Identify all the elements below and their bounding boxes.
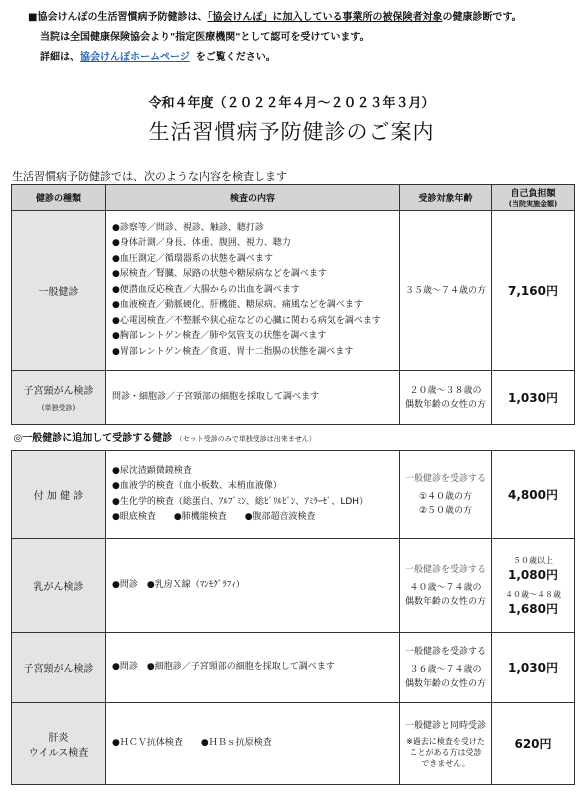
list-item: ●心電図検査／不整脈や狭心症などの心臓に関わる病気を調べます bbox=[112, 315, 381, 326]
fuka-age: 一般健診を受診する ①４０歳の方 ②５０歳の方 bbox=[400, 451, 492, 539]
list-item: ●尿沈渣顕微鏡検査 bbox=[112, 465, 192, 476]
notice-line-3: 詳細は、協会けんぽホームページ をご覧ください。 bbox=[40, 52, 276, 63]
nyugan-name: 乳がん検診 bbox=[12, 539, 106, 633]
table-row-shikyu-add bbox=[12, 633, 575, 703]
fuka-items bbox=[106, 451, 400, 539]
additional-checkup-table bbox=[11, 450, 575, 785]
page-title: 生活習慣病予防健診のご案内 bbox=[148, 120, 435, 144]
intro-text: 生活習慣病予防健診では、次のような内容を検査します bbox=[12, 170, 287, 183]
header-type: 健診の種類 bbox=[12, 185, 106, 211]
shikyu-single-age: ２０歳～３８歳の 偶数年齢の女性の方 bbox=[400, 371, 492, 425]
fuka-fee: 4,800円 bbox=[492, 451, 575, 539]
list-item: ●身体計測／身長、体重、腹囲、視力、聴力 bbox=[112, 238, 291, 249]
shikyu-add-name: 子宮頸がん検診 bbox=[12, 633, 106, 703]
shikyu-single-name: 子宮頸がん検診 (単独受診) bbox=[12, 371, 106, 425]
header-age: 受診対象年齢 bbox=[400, 185, 492, 211]
list-item: ●血液学的検査（血小板数、末梢血液像） bbox=[112, 481, 282, 491]
list-item: ●血圧測定／循環器系の状態を調べます bbox=[112, 253, 273, 264]
nyugan-age: 一般健診を受診する ４０歳～７４歳の 偶数年齢の女性の方 bbox=[400, 539, 492, 633]
notice-block bbox=[28, 8, 568, 68]
kanen-content: ●ＨＣＶ抗体検査 ●ＨＢｓ抗原検査 bbox=[106, 703, 400, 785]
kanen-fee: 620円 bbox=[492, 703, 575, 785]
shikyu-add-age: 一般健診を受診する ３６歳～７４歳の 偶数年齢の女性の方 bbox=[400, 633, 492, 703]
list-item: ●胸部レントゲン検査／肺や気管支の状態を調べます bbox=[112, 331, 327, 342]
table-row-shikyu-single bbox=[12, 371, 575, 425]
list-item: ●眼底検査 ●肺機能検査 ●腹部超音波検査 bbox=[112, 512, 316, 522]
section-heading-row bbox=[12, 425, 575, 449]
table-header-row bbox=[12, 185, 575, 211]
list-item: ●胃部レントゲン検査／食道、胃十二指腸の状態を調べます bbox=[112, 346, 354, 357]
ippan-name: 一般健診 bbox=[12, 211, 106, 371]
ippan-age: ３５歳～７４歳の方 bbox=[400, 211, 492, 371]
shikyu-add-fee: 1,030円 bbox=[492, 633, 575, 703]
table-row-kanen bbox=[12, 703, 575, 785]
kanen-name: 肝炎 ウイルス検査 bbox=[12, 703, 106, 785]
list-item: ●尿検査／腎臓、尿路の状態や糖尿病などを調べます bbox=[112, 269, 327, 280]
kyokai-kenpo-homepage-link[interactable]: 協会けんぽホームページ bbox=[80, 52, 190, 63]
fiscal-year: 令和４年度（２０２２年４月～２０２３年３月） bbox=[148, 96, 435, 111]
notice-line-2: 当院は全国健康保険協会より"指定医療機関"として認可を受けています。 bbox=[40, 32, 370, 43]
section-heading: ◎一般健診に追加して受診する健診 （セット受診のみで単独受診は出来ません） bbox=[13, 433, 316, 445]
ippan-items bbox=[106, 211, 400, 371]
ippan-fee: 7,160円 bbox=[492, 211, 575, 371]
list-item: ●診察等／問診、視診、触診、聴打診 bbox=[112, 222, 264, 233]
kanen-age: 一般健診と同時受診 ※過去に検査を受けた ことがある方は受診 できません。 bbox=[400, 703, 492, 785]
shikyu-single-fee: 1,030円 bbox=[492, 371, 575, 425]
list-item: ●生化学的検査（総蛋白、ｱﾙﾌﾞﾐﾝ、総ﾋﾞﾘﾙﾋﾞﾝ、ｱﾐﾗｰｾﾞ、LDH） bbox=[112, 496, 369, 507]
nyugan-content: ●問診 ●乳房Ｘ線（ﾏﾝﾓｸﾞﾗﾌｨ） bbox=[106, 539, 400, 633]
table-row-fuka bbox=[12, 451, 575, 539]
header-content: 検査の内容 bbox=[106, 185, 400, 211]
list-item: ●便潜血反応検査／大腸からの出血を調べます bbox=[112, 284, 300, 295]
notice-line-1: ■協会けんぽの生活習慣病予防健診は、「協会けんぽ」に加入している事業所の被保険者対象の健康診断です。 bbox=[28, 12, 522, 23]
fuka-name: 付 加 健 診 bbox=[12, 451, 106, 539]
basic-checkup-table bbox=[11, 184, 575, 449]
table-row-nyugan bbox=[12, 539, 575, 633]
list-item: ●血液検査／動脈硬化、肝機能、糖尿病、痛風などを調べます bbox=[112, 300, 363, 311]
table-row-ippan bbox=[12, 211, 575, 371]
header-fee: 自己負担額 (当院実施金額) bbox=[492, 185, 575, 211]
nyugan-fee: ５０歳以上 1,080円 ４０歳～４８歳 1,680円 bbox=[492, 539, 575, 633]
shikyu-single-content: 問診・細胞診／子宮頸部の細胞を採取して調べます bbox=[106, 371, 400, 425]
shikyu-add-content: ●問診 ●細胞診／子宮頸部の細胞を採取して調べます bbox=[106, 633, 400, 703]
